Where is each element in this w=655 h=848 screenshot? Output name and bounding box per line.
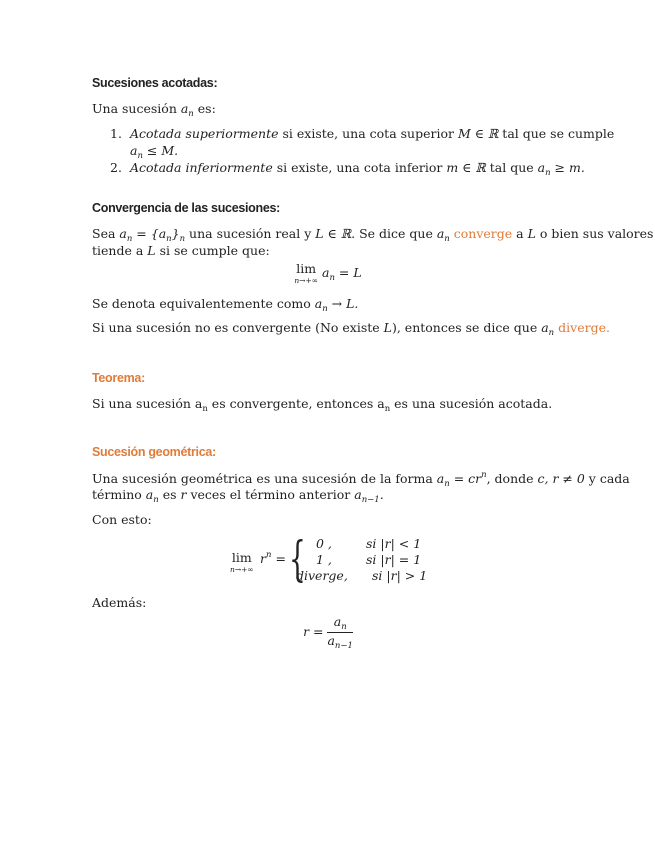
text: es:	[193, 101, 216, 116]
math-L: L	[527, 226, 536, 241]
text: una sucesión real y	[185, 226, 316, 241]
paragraph-convergencia-1-line2	[92, 243, 270, 258]
case-3-condition: si |r| > 1	[372, 568, 428, 583]
heading-convergencia: Convergencia de las sucesiones:	[92, 201, 281, 215]
text: veces el término anterior	[186, 487, 355, 502]
limit-operator: lim n→+∞	[230, 550, 254, 574]
text: Una sucesión geométrica es una sucesión de la forma	[92, 471, 437, 486]
heading-sucesiones-acotadas: Sucesiones acotadas:	[92, 76, 218, 90]
math-a-n: $a_n$	[436, 226, 450, 244]
text: tiende a	[92, 243, 148, 258]
formula-piecewise-limit	[230, 531, 530, 592]
math-r-pow-n: $r^n$ =	[260, 550, 286, 566]
term-acotada-superiormente: Acotada superiormente	[130, 126, 279, 141]
paragraph-geometrica-line2	[92, 487, 384, 505]
math-a-n: $a_n$	[180, 101, 194, 119]
math-r-equals: r =	[303, 624, 328, 639]
case-2-value: 1 ,	[316, 552, 332, 567]
case-1-condition: si |r| < 1	[366, 536, 422, 551]
list-number: 2.	[110, 160, 122, 175]
math-L-in-R: L ∈ ℝ	[315, 226, 352, 241]
case-1-value: 0 ,	[316, 536, 332, 551]
subscript: n	[202, 404, 208, 414]
heading-teorema: Teorema:	[92, 371, 145, 385]
math-an-le-M: $a_n \le M$.	[130, 143, 179, 161]
term-diverge: diverge.	[558, 320, 610, 335]
paragraph-denota	[92, 296, 358, 314]
term-acotada-inferiormente: Acotada inferiormente	[130, 160, 273, 175]
text: es convergente, entonces a	[207, 396, 385, 411]
math-an-ge-m: $a_n \ge m$.	[537, 160, 585, 178]
math-an-def: $a_n = \{a_n\}_n$	[119, 226, 186, 244]
case-2-condition: si |r| = 1	[366, 552, 422, 567]
paragraph-con-esto: Con esto:	[92, 512, 152, 527]
text: si existe, una cota inferior	[272, 160, 447, 175]
math-m-in-R: m ∈ ℝ	[446, 160, 486, 175]
text: o bien sus valores	[535, 226, 654, 241]
text: es	[158, 487, 181, 502]
left-brace: {	[289, 531, 306, 587]
math-a-n: $a_n$	[145, 487, 159, 505]
math-an-minus-1: $a_{n-1}$.	[354, 487, 384, 505]
math-L: L	[147, 243, 156, 258]
paragraph-convergencia-1	[92, 226, 653, 244]
text: Sea	[92, 226, 120, 241]
text: Si una sucesión a	[92, 396, 203, 411]
text: si existe, una cota superior	[278, 126, 458, 141]
math-c-r-ne-0: c, r ≠ 0	[537, 471, 585, 486]
math-L: L	[383, 320, 392, 335]
paragraph-ademas: Además:	[92, 595, 147, 610]
list-number: 1.	[110, 126, 122, 141]
text: término	[92, 487, 146, 502]
text: si se cumple que:	[155, 243, 270, 258]
text: Una sucesión	[92, 101, 181, 116]
text: tal que	[485, 160, 538, 175]
paragraph-diverge	[92, 320, 610, 338]
term-converge: converge	[453, 226, 513, 241]
math-a-n: $a_n$	[541, 320, 555, 338]
text: ), entonces se dice que	[391, 320, 542, 335]
text: Si una sucesión no es convergente (No existe	[92, 320, 384, 335]
math-an-to-L: $a_n \to L$.	[314, 296, 359, 314]
math-limit-body: $a_n = L$	[321, 265, 362, 283]
text: , donde	[486, 471, 538, 486]
formula-limit	[92, 263, 564, 284]
text: a	[512, 226, 528, 241]
case-3-value: diverge,	[296, 568, 348, 583]
text: Se denota equivalentemente como	[92, 296, 315, 311]
text: tal que se cumple	[498, 126, 615, 141]
formula-ratio	[92, 614, 564, 651]
text: . Se dice que	[351, 226, 437, 241]
paragraph-intro	[92, 101, 216, 119]
heading-sucesion-geometrica: Sucesión geométrica:	[92, 445, 216, 459]
math-an-crn: $a_n = cr^n$	[436, 470, 487, 489]
math-M-in-R: M ∈ ℝ	[457, 126, 499, 141]
limit-operator: lim n→+∞	[294, 261, 318, 285]
text: y cada	[584, 471, 630, 486]
text: es una sucesión acotada.	[390, 396, 553, 411]
fraction-an-over-an-1: $\frac{a_n}{a_{n-1}}$	[327, 614, 353, 651]
math-r: r	[180, 487, 187, 502]
paragraph-teorema	[92, 396, 552, 414]
subscript: n	[384, 404, 391, 414]
